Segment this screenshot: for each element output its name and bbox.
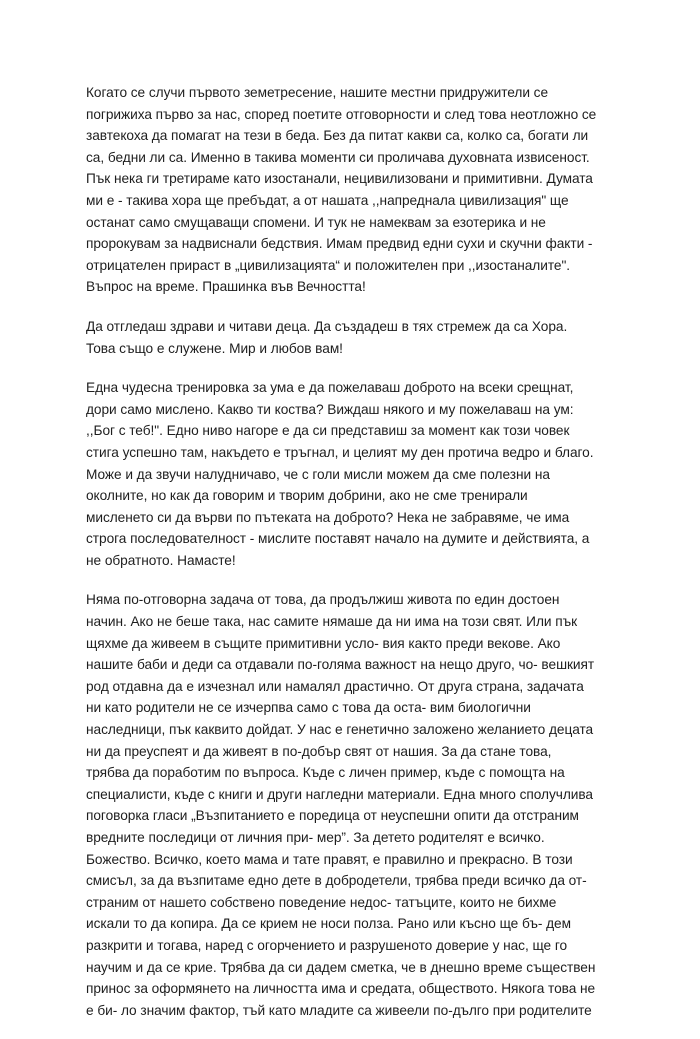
text-line: искали то да копира. Да се крием не носи полза. Рано или късно ще бъ- дем bbox=[86, 916, 571, 932]
text-line: страним от нашето собствено поведение недос- татъците, които не бихме bbox=[86, 894, 557, 910]
text-line: са, бедни ли са. Именно в такива моменти си проличава духовната извисеност. bbox=[86, 149, 590, 165]
text-line: завтекоха да помагат на тези в беда. Без да питат какви са, колко са, богати ли bbox=[86, 128, 589, 144]
text-line: дори само мислено. Какво ти коства? Виждаш някого и му пожелаваш на ум: bbox=[86, 401, 574, 417]
text-line: Когато се случи първото земетресение, нашите местни придружители се bbox=[86, 85, 549, 100]
text-line: е би- ло значим фактор, тъй като младите са живеели по-дълго при родителите bbox=[86, 1002, 592, 1018]
text-line: наследници, пък каквито дойдат. У нас е генетично заложено желанието децата bbox=[86, 722, 594, 738]
text-line: трябва да поработим по въпроса. Къде с личен пример, къде с помощта на bbox=[86, 765, 565, 781]
text-line: научим и да се крие. Трябва да си дадем сметка, че в днешно време съществен bbox=[86, 959, 596, 975]
text-line: род отдавна да е изчезнал или намалял драстично. От друга страна, задачата bbox=[86, 678, 584, 694]
text-line: мисленето си да върви по пътеката на доброто? Нека не забравяме, че има bbox=[86, 509, 570, 525]
paragraph-1 bbox=[86, 82, 626, 298]
text-line: Това също е служене. Мир и любов вам! bbox=[86, 340, 343, 356]
document-body bbox=[86, 82, 626, 1039]
text-line: околните, но как да говорим и творим добрини, ако не сме тренирали bbox=[86, 488, 528, 504]
text-line: Божество. Всичко, което мама и тате правят, е правилно и прекрасно. В този bbox=[86, 851, 573, 867]
text-line: погрижиха първо за нас, според поетите отговорности и след това неотложно се bbox=[86, 106, 597, 122]
text-line: не обратното. Намасте! bbox=[86, 552, 236, 568]
text-line: отрицателен прираст в „цивилизацията“ и положителен при ,,изостаналите". bbox=[86, 257, 571, 273]
text-line: щяхме да живеем в същите примитивни усло- вия както преди векове. Ако bbox=[86, 635, 561, 651]
text-line: останат само смущаващи спомени. И тук не намеквам за езотерика и не bbox=[86, 214, 546, 230]
text-line: стига успешно там, накъдето е тръгнал, и целият му ден протича ведро и благо. bbox=[86, 444, 594, 460]
paragraph-4 bbox=[86, 589, 626, 1021]
text-line: смисъл, за да възпитаме едно дете в добродетели, трябва преди всичко да от- bbox=[86, 873, 587, 889]
text-line: специалисти, къде с книги и други нагледни материали. Една много сполучлива bbox=[86, 786, 593, 802]
text-line: ни като родители не се изчерпва само с това да оста- вим биологични bbox=[86, 700, 531, 716]
text-line: Една чудесна тренировка за ума е да пожелаваш доброто на всеки срещнат, bbox=[86, 380, 574, 396]
text-line: разкрити и тогава, наред с огорчението и разрушеното доверие у нас, ще го bbox=[86, 937, 568, 953]
text-line: ни да преуспеят и да живеят в по-добър свят от нашия. За да стане това, bbox=[86, 743, 552, 759]
text-line: пророкувам за надвиснали бедствия. Имам предвид едни сухи и скучни факти - bbox=[86, 236, 593, 252]
text-line: Пък нека ги третираме като изостанали, нецивилизовани и примитивни. Думата bbox=[86, 171, 593, 187]
text-line: вредните последици от личния при- мер”. За детето родителят е всичко. bbox=[86, 830, 545, 845]
text-line: строга последователност - мислите поставят начало на думите и действията, а bbox=[86, 531, 590, 547]
text-line: Няма по-отговорна задача от това, да продължиш живота по един достоен bbox=[86, 592, 560, 608]
text-line: Може и да звучи налудничаво, че с голи мисли можем да сме полезни на bbox=[86, 466, 550, 482]
text-line: Да отгледаш здрави и читави деца. Да създадеш в тях стремеж да са Хора. bbox=[86, 318, 568, 334]
text-line: ,,Бог с теб!". Едно ниво нагоре е да си представиш за момент как този човек bbox=[86, 423, 570, 439]
text-line: поговорка гласи „Възпитанието е поредица от неуспешни опити да отстраним bbox=[86, 808, 579, 824]
text-line: нашите баби и деди са отдавали по-голяма важност на нещо друго, чо- вешкият bbox=[86, 657, 595, 673]
text-line: ми е - такива хора ще пребъдат, а от нашата ,,напреднала цивилизация" ще bbox=[86, 192, 569, 208]
paragraph-3 bbox=[86, 377, 626, 571]
text-line: начин. Ако не беше така, нас самите нямаше да ни има на този свят. Или пък bbox=[86, 614, 578, 630]
text-line: Въпрос на време. Прашинка във Вечността! bbox=[86, 279, 366, 295]
paragraph-2 bbox=[86, 316, 626, 359]
text-line: принос за оформянето на личността има и средата, обществото. Някога това не bbox=[86, 981, 596, 997]
